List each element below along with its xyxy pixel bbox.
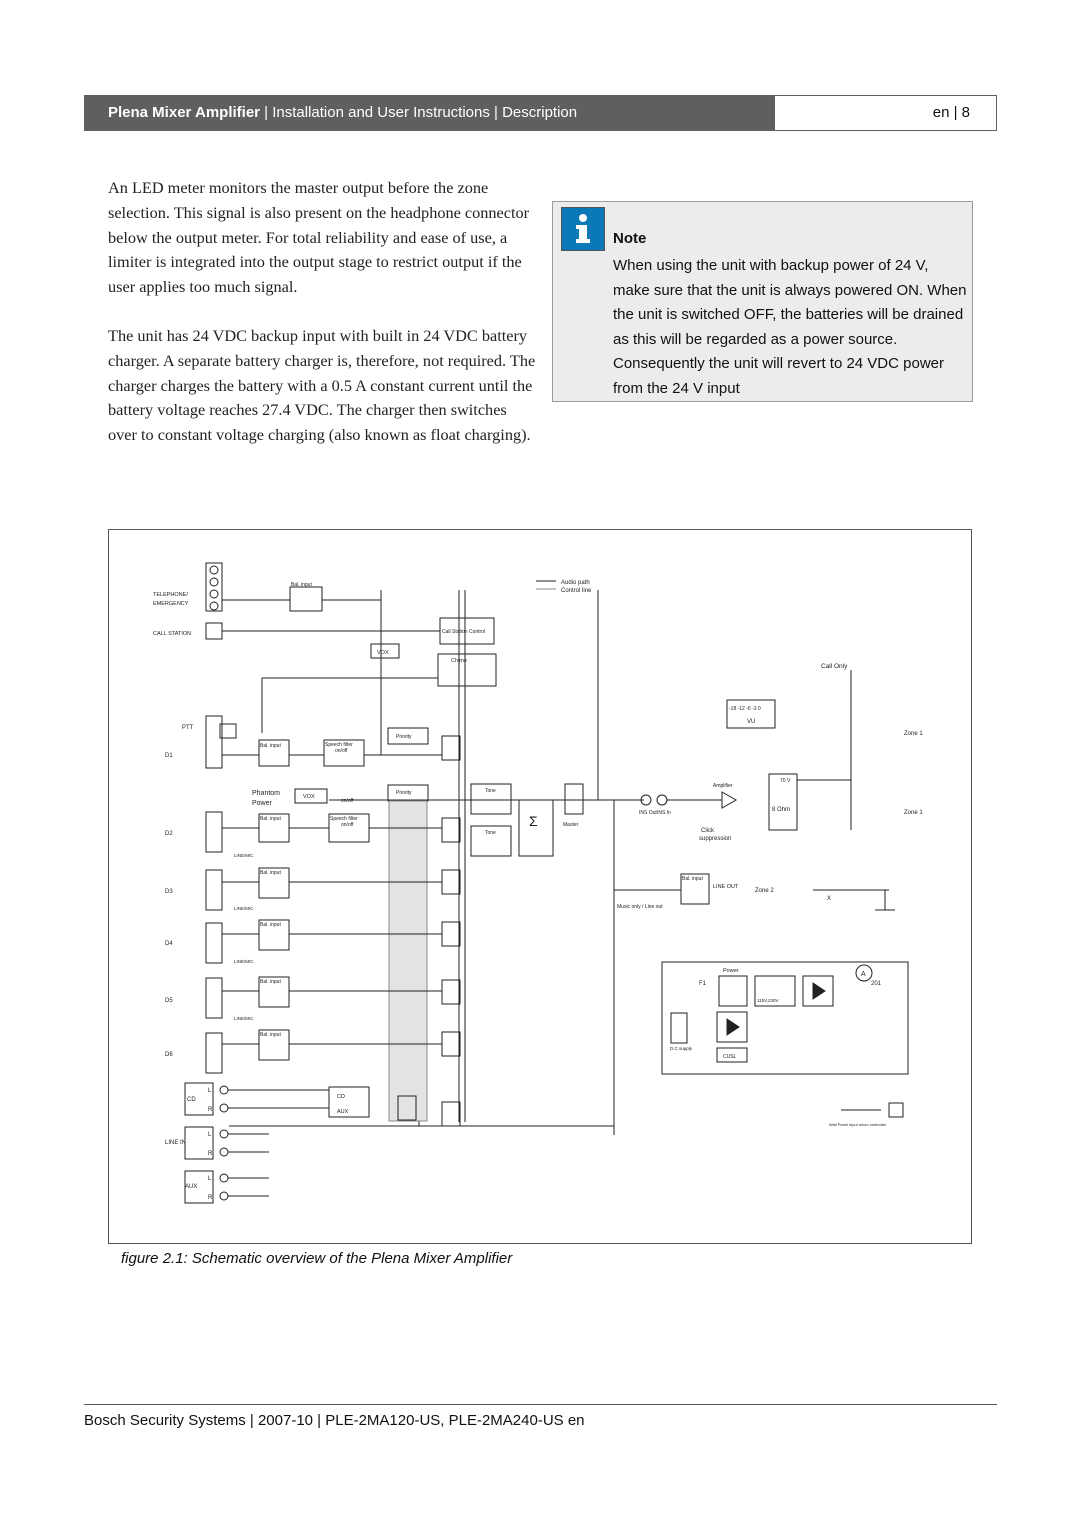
info-icon [561, 207, 605, 251]
line-out-label: LINE OUT [713, 884, 739, 890]
aux-inputs [165, 1083, 369, 1203]
ins-in-label: INS In [657, 810, 671, 816]
tone2-label: Tone [485, 830, 496, 836]
tone1-label: Tone [485, 788, 496, 794]
line-r-label: R [208, 1151, 213, 1157]
figure-caption: figure 2.1: Schematic overview of the Plena Mixer Amplifier [121, 1250, 513, 1267]
header-breadcrumb: | Installation and User Instructions | Description [260, 104, 578, 121]
d4-label: D4 [165, 941, 173, 947]
dc-supply-label: D.C.supply [670, 1046, 693, 1051]
amplifier-label: Amplifier [713, 783, 733, 789]
aux-l-label: L [208, 1176, 212, 1182]
bal-input-label: Bal. input [291, 582, 312, 588]
bal-input-out-label: Bal. input [682, 876, 703, 882]
footer-rule [84, 1404, 997, 1405]
vu-scale-label: -18 -12 -6 -3 0 [729, 706, 761, 712]
wall-panel-label: Wall Panel input micro controller [829, 1122, 887, 1127]
cusl-label: CUSL [723, 1054, 737, 1060]
f1-label: F1 [699, 981, 707, 987]
tone-master [471, 784, 644, 856]
header-bar [84, 95, 774, 131]
output-section [614, 663, 923, 910]
cd-label: CD [187, 1097, 196, 1103]
bal-input-d5-label: Bal. input [260, 979, 281, 985]
mic-inputs [165, 716, 442, 1121]
speech-filter-d1-label: Speech filter [325, 742, 353, 748]
page-number: en | 8 [774, 95, 997, 131]
line-mic-d2-label: LINE/MIC [234, 853, 254, 858]
header-product: Plena Mixer Amplifier [108, 104, 260, 121]
sigma-label: Σ [529, 813, 538, 829]
call-station-control-label: Call Station Control [442, 629, 486, 635]
bal-input-d3-label: Bal. input [260, 870, 281, 876]
voltage-select-label: 115V,230V [757, 998, 779, 1003]
legend-control-line: Control line [561, 588, 592, 594]
emergency-label: EMERGENCY [153, 601, 189, 607]
x-label: X [827, 896, 832, 902]
note-title: Note [613, 230, 647, 247]
zone2-label: Zone 2 [755, 888, 774, 894]
suppression-label: suppression [699, 836, 732, 842]
master-label: Master [563, 822, 579, 828]
call-station-label: CALL STATION [153, 631, 192, 637]
priority-d2-label: Priority [396, 790, 412, 796]
line-mic-d5-label: LINE/MIC [234, 1016, 254, 1021]
power-supply-label: Power [723, 968, 739, 974]
speech-filter-d2-label: Speech filter [330, 816, 358, 822]
line-l-label: L [208, 1132, 212, 1138]
vox-label: VOX [377, 650, 389, 656]
telephone-label: TELEPHONE/ [153, 592, 188, 598]
note-box [552, 201, 973, 402]
line-in-label: LINE IN [165, 1140, 187, 1146]
chime-label: Chime [451, 658, 467, 664]
call-only-label: Call Only [821, 663, 848, 670]
schematic-figure [108, 529, 972, 1244]
d6-label: D6 [165, 1052, 173, 1058]
vu-label: VU [747, 719, 756, 725]
ptt-label: PTT [182, 725, 194, 731]
cd-switch-label: CD [337, 1094, 345, 1100]
201-label: 201 [871, 981, 882, 987]
d1-label: D1 [165, 753, 173, 759]
power-label: Power [252, 800, 272, 807]
telephone-input [153, 563, 381, 611]
note-text: When using the unit with backup power of 24 V, make sure that the unit is always powered ON. When the unit is switched OFF, the batteries will be drained as this will be regarded as a power source. Consequently the unit will revert to 24 VDC power from the 24 V input [613, 257, 967, 397]
power-supply [662, 962, 908, 1127]
cd-r-label: R [208, 1107, 213, 1113]
zone1b-label: Zone 1 [904, 810, 923, 816]
bal-input-d2-label: Bal. input [260, 816, 281, 822]
call-station-input [153, 590, 496, 755]
line-mic-d3-label: LINE/MIC [234, 906, 254, 911]
on-off-d2-top-label: on/off [341, 798, 354, 804]
line-mic-d4-label: LINE/MIC [234, 959, 254, 964]
8ohm-label: 8 Ohm [772, 807, 791, 813]
master-bus [229, 590, 639, 1135]
footer-text: Bosch Security Systems | 2007-10 | PLE-2MA120-US, PLE-2MA240-US en [84, 1412, 585, 1429]
zone1-label: Zone 1 [904, 731, 923, 737]
on-off-d2-label: on/off [341, 822, 354, 828]
aux-r-label: R [208, 1195, 213, 1201]
aux-switch-label: AUX [337, 1109, 349, 1115]
body-text [108, 176, 538, 472]
music-only-label: Music only / Line out [617, 904, 663, 910]
d3-label: D3 [165, 889, 173, 895]
paragraph-backup-input: The unit has 24 VDC backup input with built in 24 VDC battery charger. A separate battery charger is, therefore, not required. The charger charges the battery with a 0.5 A constant current until the battery voltage reaches 27.4 VDC. The charger then switches over to constant voltage charging (also known as float charging). [108, 325, 536, 445]
legend [536, 580, 592, 594]
bal-input-d1-label: Bal. input [260, 743, 281, 749]
ins-out-label: INS Out [639, 810, 657, 816]
phantom-label: Phantom [252, 790, 281, 797]
a-label: A [861, 971, 866, 978]
aux-label: AUX [185, 1184, 198, 1190]
cd-l-label: L [208, 1088, 212, 1094]
click-label: Click [701, 828, 714, 834]
d5-label: D5 [165, 998, 173, 1004]
priority-d1-label: Priority [396, 734, 412, 740]
bal-input-d6-label: Bal. input [260, 1032, 281, 1038]
on-off-d1-label: on/off [335, 748, 348, 754]
legend-audio-path: Audio path [561, 580, 590, 586]
vox-d2-label: VOX [303, 794, 315, 800]
70v-label: 70 V [780, 778, 791, 784]
paragraph-led-meter: An LED meter monitors the master output before the zone selection. This signal is also present on the headphone connector below the output meter. For total reliability and ease of use, a limiter is integrated into the output stage to restrict output if the user applies too much signal. [108, 178, 530, 297]
bal-input-d4-label: Bal. input [260, 922, 281, 928]
d2-label: D2 [165, 831, 173, 837]
